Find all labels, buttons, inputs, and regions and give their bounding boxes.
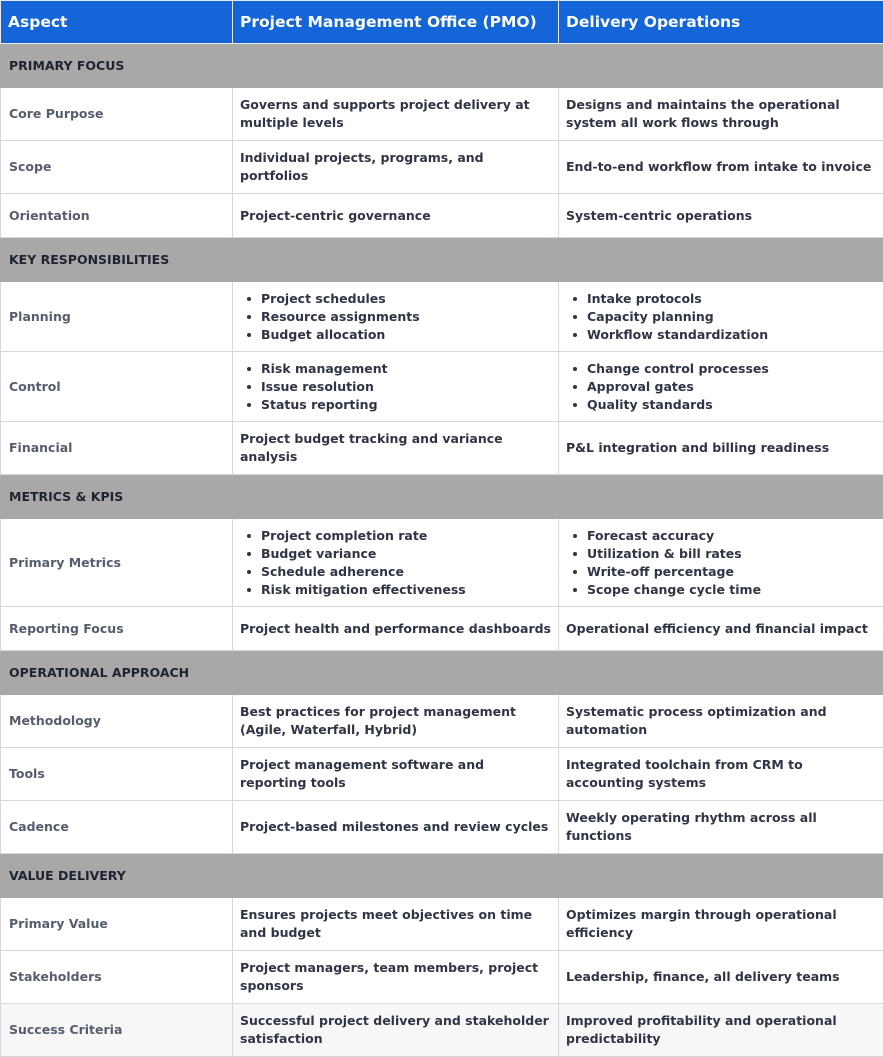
list-item: Risk management (261, 360, 551, 378)
list-item: Resource assignments (261, 308, 551, 326)
aspect-cell: Primary Value (1, 898, 233, 951)
aspect-cell: Control (1, 352, 233, 422)
section-title: KEY RESPONSIBILITIES (1, 238, 883, 282)
list-item: Change control processes (587, 360, 876, 378)
table-row (1, 695, 883, 748)
bullet-list (240, 290, 551, 344)
table-row (1, 951, 883, 1004)
delivery-cell: Integrated toolchain from CRM to accounting systems (559, 748, 883, 801)
list-item: Issue resolution (261, 378, 551, 396)
list-item: Forecast accuracy (587, 527, 876, 545)
section-header-value-delivery (1, 854, 883, 898)
pmo-cell: Project health and performance dashboards (233, 607, 559, 651)
bullet-list (566, 290, 876, 344)
bullet-list (566, 360, 876, 414)
delivery-cell: Systematic process optimization and automation (559, 695, 883, 748)
section-header-metrics-kpis (1, 475, 883, 519)
table-row (1, 607, 883, 651)
delivery-cell: End-to-end workflow from intake to invoice (559, 141, 883, 194)
pmo-cell: Project-based milestones and review cycles (233, 801, 559, 854)
section-title: VALUE DELIVERY (1, 854, 883, 898)
list-item: Capacity planning (587, 308, 876, 326)
aspect-cell: Methodology (1, 695, 233, 748)
delivery-cell: Optimizes margin through operational efficiency (559, 898, 883, 951)
aspect-cell: Tools (1, 748, 233, 801)
pmo-cell: Successful project delivery and stakeholder satisfaction (233, 1004, 559, 1057)
aspect-cell: Primary Metrics (1, 519, 233, 607)
list-item: Quality standards (587, 396, 876, 414)
pmo-cell (233, 282, 559, 352)
aspect-cell: Financial (1, 422, 233, 475)
list-item: Risk mitigation effectiveness (261, 581, 551, 599)
section-title: PRIMARY FOCUS (1, 44, 883, 88)
list-item: Scope change cycle time (587, 581, 876, 599)
section-title: METRICS & KPIS (1, 475, 883, 519)
pmo-cell: Project managers, team members, project sponsors (233, 951, 559, 1004)
table-row (1, 519, 883, 607)
aspect-cell: Scope (1, 141, 233, 194)
aspect-cell: Reporting Focus (1, 607, 233, 651)
pmo-cell: Best practices for project management (Agile, Waterfall, Hybrid) (233, 695, 559, 748)
aspect-cell: Core Purpose (1, 88, 233, 141)
delivery-cell: Weekly operating rhythm across all functions (559, 801, 883, 854)
delivery-cell: Leadership, finance, all delivery teams (559, 951, 883, 1004)
section-header-primary-focus (1, 44, 883, 88)
bullet-list (240, 527, 551, 599)
table-row (1, 898, 883, 951)
delivery-cell: Operational efficiency and financial impact (559, 607, 883, 651)
table-row (1, 194, 883, 238)
bullet-list (240, 360, 551, 414)
list-item: Budget variance (261, 545, 551, 563)
pmo-cell (233, 352, 559, 422)
list-item: Write-off percentage (587, 563, 876, 581)
delivery-cell (559, 282, 883, 352)
bullet-list (566, 527, 876, 599)
table-row (1, 141, 883, 194)
list-item: Status reporting (261, 396, 551, 414)
delivery-cell: P&L integration and billing readiness (559, 422, 883, 475)
list-item: Workflow standardization (587, 326, 876, 344)
table-row (1, 88, 883, 141)
delivery-cell (559, 519, 883, 607)
table-row (1, 422, 883, 475)
table-row (1, 1004, 883, 1057)
column-header-aspect: Aspect (1, 1, 233, 44)
section-title: OPERATIONAL APPROACH (1, 651, 883, 695)
list-item: Schedule adherence (261, 563, 551, 581)
list-item: Project schedules (261, 290, 551, 308)
aspect-cell: Cadence (1, 801, 233, 854)
pmo-cell: Project budget tracking and variance analysis (233, 422, 559, 475)
list-item: Approval gates (587, 378, 876, 396)
aspect-cell: Orientation (1, 194, 233, 238)
list-item: Project completion rate (261, 527, 551, 545)
delivery-cell: Designs and maintains the operational system all work flows through (559, 88, 883, 141)
list-item: Budget allocation (261, 326, 551, 344)
table-row (1, 352, 883, 422)
pmo-cell (233, 519, 559, 607)
aspect-cell: Success Criteria (1, 1004, 233, 1057)
table-header-row (1, 1, 883, 44)
section-header-operational-approach (1, 651, 883, 695)
list-item: Intake protocols (587, 290, 876, 308)
delivery-cell: Improved profitability and operational predictability (559, 1004, 883, 1057)
table-row (1, 282, 883, 352)
pmo-cell: Individual projects, programs, and portfolios (233, 141, 559, 194)
aspect-cell: Stakeholders (1, 951, 233, 1004)
table-row (1, 801, 883, 854)
section-header-key-responsibilities (1, 238, 883, 282)
list-item: Utilization & bill rates (587, 545, 876, 563)
pmo-cell: Governs and supports project delivery at multiple levels (233, 88, 559, 141)
pmo-cell: Project management software and reporting tools (233, 748, 559, 801)
pmo-cell: Ensures projects meet objectives on time and budget (233, 898, 559, 951)
table-row (1, 748, 883, 801)
aspect-cell: Planning (1, 282, 233, 352)
pmo-cell: Project-centric governance (233, 194, 559, 238)
delivery-cell: System-centric operations (559, 194, 883, 238)
delivery-cell (559, 352, 883, 422)
column-header-pmo: Project Management Office (PMO) (233, 1, 559, 44)
column-header-delivery-operations: Delivery Operations (559, 1, 883, 44)
